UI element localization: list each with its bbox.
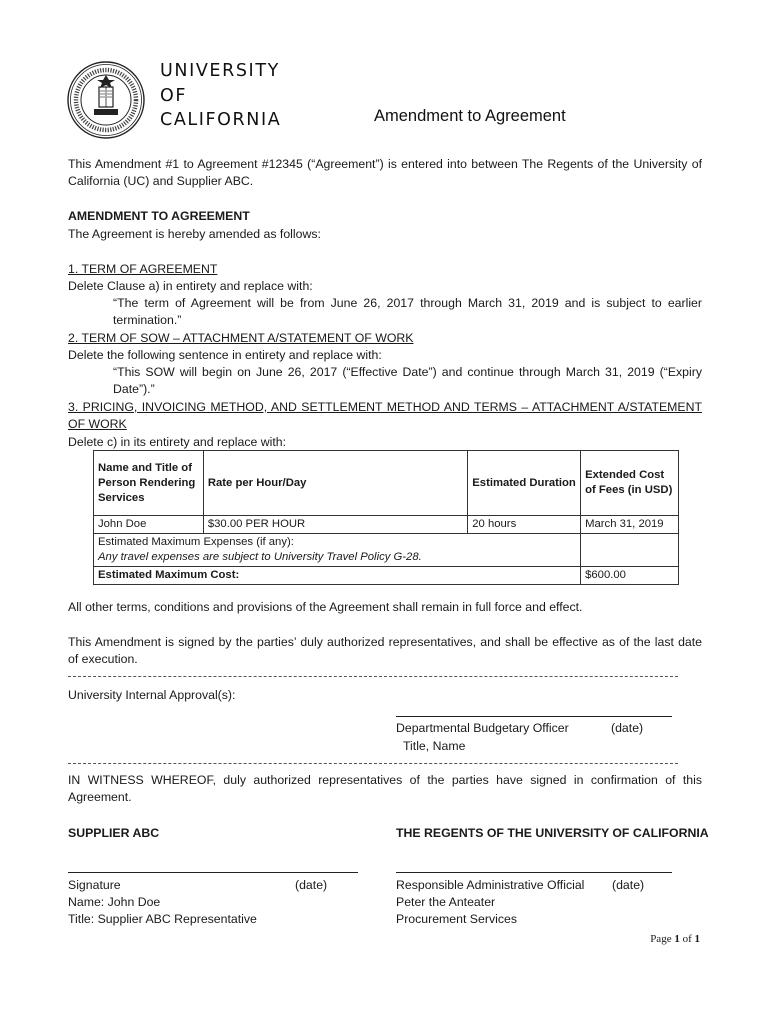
- regents-department: Procurement Services: [396, 912, 517, 926]
- divider: [68, 763, 678, 764]
- supplier-signature-label: Signature: [68, 878, 121, 892]
- table-header-row: [94, 451, 679, 516]
- table-cell-duration: 20 hours: [468, 516, 581, 534]
- other-terms-paragraph: All other terms, conditions and provisions of the Agreement shall remain in full force and effect.: [68, 600, 583, 614]
- section-2-heading: 2. TERM OF SOW – ATTACHMENT A/STATEMENT OF WORK: [68, 331, 414, 345]
- table-row-max-cost: [94, 567, 679, 585]
- uc-wordmark-line2: OF: [160, 86, 188, 106]
- witness-paragraph: IN WITNESS WHEREOF, duly authorized representatives of the parties have signed in confirmation of this Agreement.: [68, 773, 702, 805]
- supplier-title: Title: Supplier ABC Representative: [68, 912, 257, 926]
- section-2-quote: “This SOW will begin on June 26, 2017 (“Effective Date”) and continue through March 31, 2019 (“Expiry Date”).”: [113, 365, 702, 397]
- uc-wordmark-line3: CALIFORNIA: [160, 110, 282, 130]
- university-seal-icon: [66, 60, 146, 140]
- expenses-cell: [94, 534, 581, 567]
- internal-approval-label: University Internal Approval(s):: [68, 688, 236, 702]
- expenses-value-cell: [581, 534, 679, 567]
- uc-wordmark-line1: UNIVERSITY: [160, 61, 280, 81]
- supplier-date-label: (date): [295, 878, 328, 892]
- regents-name: Peter the Anteater: [396, 895, 496, 909]
- of-word: of: [682, 933, 692, 945]
- section-1-quote: “The term of Agreement will be from June 26, 2017 through March 31, 2019 and is subject to earlier termination.”: [113, 296, 702, 328]
- table-row-expenses: [94, 534, 679, 567]
- section-1-instruction: Delete Clause a) in entirety and replace with:: [68, 279, 313, 293]
- table-header-cell: Estimated Duration: [468, 451, 581, 516]
- supplier-heading: SUPPLIER ABC: [68, 826, 160, 840]
- budget-officer-date: (date): [611, 721, 644, 735]
- section-1-heading: 1. TERM OF AGREEMENT: [68, 262, 218, 276]
- expenses-note: Any travel expenses are subject to University Travel Policy G-28.: [98, 551, 422, 563]
- pricing-table: [93, 450, 679, 585]
- regents-official-label: Responsible Administrative Official: [396, 878, 585, 892]
- expenses-label: Estimated Maximum Expenses (if any):: [98, 536, 294, 548]
- divider: [68, 676, 678, 677]
- regents-signature-line: [396, 872, 672, 873]
- amendment-subheading: The Agreement is hereby amended as follows:: [68, 227, 321, 241]
- page-total: 1: [694, 933, 700, 945]
- budget-officer-subtitle: Title, Name: [403, 739, 466, 753]
- intro-paragraph: This Amendment #1 to Agreement #12345 (“Agreement”) is entered into between The Regents of the University of California (UC) and Supplier ABC.: [68, 157, 702, 189]
- section-3-heading: 3. PRICING, INVOICING METHOD, AND SETTLEMENT METHOD AND TERMS – ATTACHMENT A/STATEMENT OF WORK: [68, 400, 702, 432]
- max-cost-label: Estimated Maximum Cost:: [94, 567, 581, 585]
- table-cell-rate: $30.00 PER HOUR: [203, 516, 467, 534]
- section-3-instruction: Delete c) in its entirety and replace with:: [68, 435, 287, 449]
- table-header-cell: Rate per Hour/Day: [203, 451, 467, 516]
- section-2-instruction: Delete the following sentence in entirety and replace with:: [68, 348, 382, 362]
- regents-heading: THE REGENTS OF THE UNIVERSITY OF CALIFORNIA: [396, 826, 709, 840]
- amendment-heading: AMENDMENT TO AGREEMENT: [68, 209, 250, 223]
- supplier-signature-line: [68, 872, 358, 873]
- table-header-cell: Name and Title of Person Rendering Services: [94, 451, 204, 516]
- regents-date-label: (date): [612, 878, 645, 892]
- supplier-name: Name: John Doe: [68, 895, 161, 909]
- table-cell-name: John Doe: [94, 516, 204, 534]
- page-word: Page: [650, 933, 672, 945]
- max-cost-value: $600.00: [581, 567, 679, 585]
- table-row: [94, 516, 679, 534]
- budget-officer-signature-line: [396, 716, 672, 717]
- page-number: [650, 933, 700, 945]
- table-header-cell: Extended Cost of Fees (in USD): [581, 451, 679, 516]
- page-current: 1: [674, 933, 680, 945]
- table-cell-cost: March 31, 2019: [581, 516, 679, 534]
- document-title: Amendment to Agreement: [374, 107, 566, 125]
- signed-paragraph: This Amendment is signed by the parties’ duly authorized representatives, and shall be effective as of the last date of execution.: [68, 635, 702, 667]
- budget-officer-title: Departmental Budgetary Officer: [396, 721, 569, 735]
